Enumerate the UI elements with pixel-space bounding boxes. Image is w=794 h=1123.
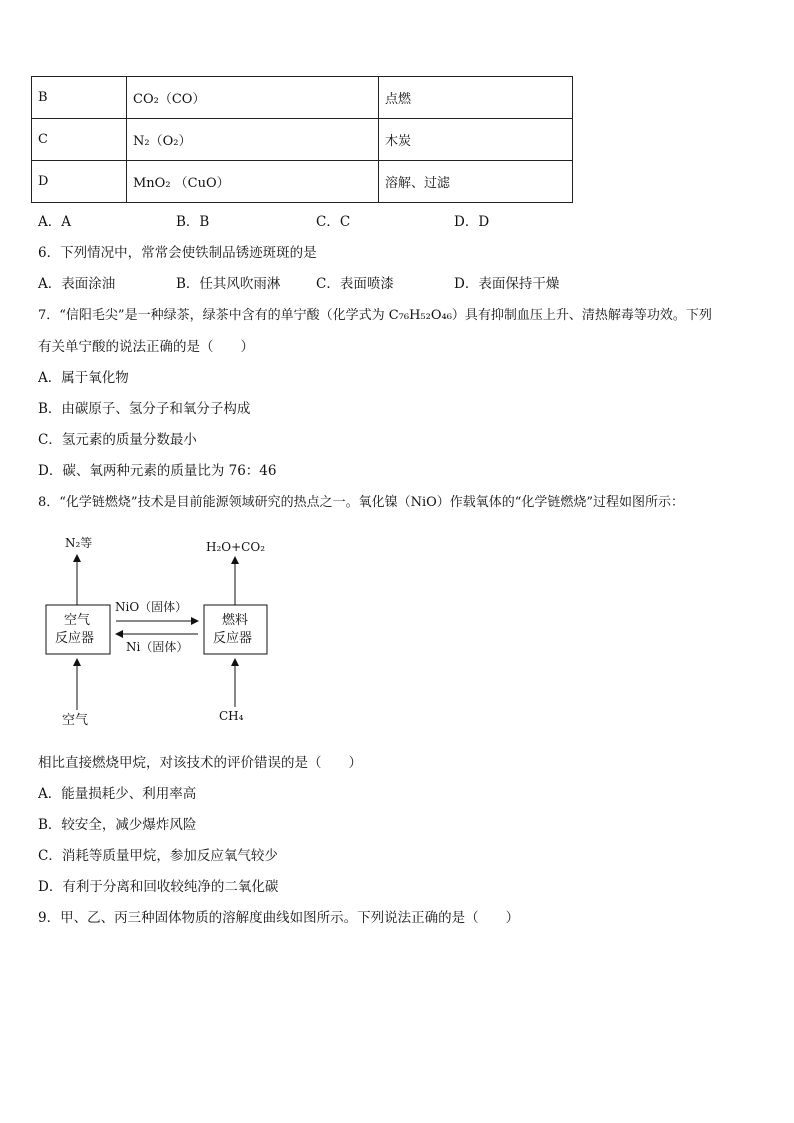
air-reactor-label-1: 空气 <box>64 613 91 628</box>
q6-stem: 6．下列情况中，常常会使铁制品锈迹斑斑的是 <box>38 245 317 261</box>
table-row <box>32 77 573 119</box>
q7-choice-a: A．属于氧化物 <box>38 370 129 386</box>
q6-choice-b: B．任其风吹雨淋 <box>176 276 281 292</box>
q7-choice-b: B．由碳原子、氢分子和氧分子构成 <box>38 401 251 417</box>
q7-choice-c: C．氢元素的质量分数最小 <box>38 432 197 448</box>
q8-choice-b: B．较安全，减少爆炸风险 <box>38 817 197 833</box>
q5-choice-c: C．C <box>316 214 351 230</box>
methane-input-label: CH₄ <box>219 709 244 723</box>
q5-choice-d: D．D <box>454 214 490 230</box>
air-reactor-label-2: 反应器 <box>55 631 95 646</box>
q9-stem: 9．甲、乙、丙三种固体物质的溶解度曲线如图所示。下列说法正确的是（ ） <box>38 910 520 926</box>
q5-choice-b: B．B <box>176 214 210 230</box>
table-row <box>32 161 573 203</box>
q7-stem-line2: 有关单宁酸的说法正确的是（ ） <box>38 339 254 355</box>
chemical-looping-diagram <box>30 525 330 735</box>
table-cell-substance: CO₂（CO） <box>127 77 379 119</box>
table-cell-letter: C <box>32 119 127 161</box>
air-input-label: 空气 <box>62 713 89 728</box>
options-table <box>31 76 573 203</box>
q8-choice-a: A．能量损耗少、利用率高 <box>38 786 197 802</box>
table-cell-method: 溶解、过滤 <box>379 161 573 203</box>
fuel-reactor-label-2: 反应器 <box>213 631 253 646</box>
q8-choice-d: D．有利于分离和回收较纯净的二氧化碳 <box>38 879 279 895</box>
q8-question: 相比直接燃烧甲烷，对该技术的评价错误的是（ ） <box>38 755 362 771</box>
ni-label: Ni（固体） <box>126 640 189 654</box>
table-row <box>32 119 573 161</box>
q8-choice-c: C．消耗等质量甲烷，参加反应氧气较少 <box>38 848 278 864</box>
q7-stem-line1: 7．“信阳毛尖”是一种绿茶，绿茶中含有的单宁酸（化学式为 C₇₆H₅₂O₄₆）具有抑制血压上升、清热解毒等功效。下列 <box>38 308 712 323</box>
nio-label: NiO（固体） <box>115 600 188 614</box>
table-cell-substance: MnO₂ （CuO） <box>127 161 379 203</box>
q5-choice-a: A．A <box>38 214 71 230</box>
table-cell-method: 点燃 <box>379 77 573 119</box>
q8-stem: 8．“化学链燃烧”技术是目前能源领域研究的热点之一。氧化镍（NiO）作载氧体的“化学链燃烧”过程如图所示： <box>38 495 685 510</box>
left-output-label: N₂等 <box>65 536 93 550</box>
table-cell-method: 木炭 <box>379 119 573 161</box>
q7-choice-d: D．碳、氧两种元素的质量比为 76：46 <box>38 463 277 479</box>
table-cell-substance: N₂（O₂） <box>127 119 379 161</box>
table-cell-letter: B <box>32 77 127 119</box>
table-cell-letter: D <box>32 161 127 203</box>
q6-choice-d: D．表面保持干燥 <box>454 276 560 292</box>
q6-choice-c: C．表面喷漆 <box>316 276 394 292</box>
q6-choice-a: A．表面涂油 <box>38 276 116 292</box>
right-output-label: H₂O+CO₂ <box>206 540 265 554</box>
fuel-reactor-label-1: 燃料 <box>222 613 249 628</box>
